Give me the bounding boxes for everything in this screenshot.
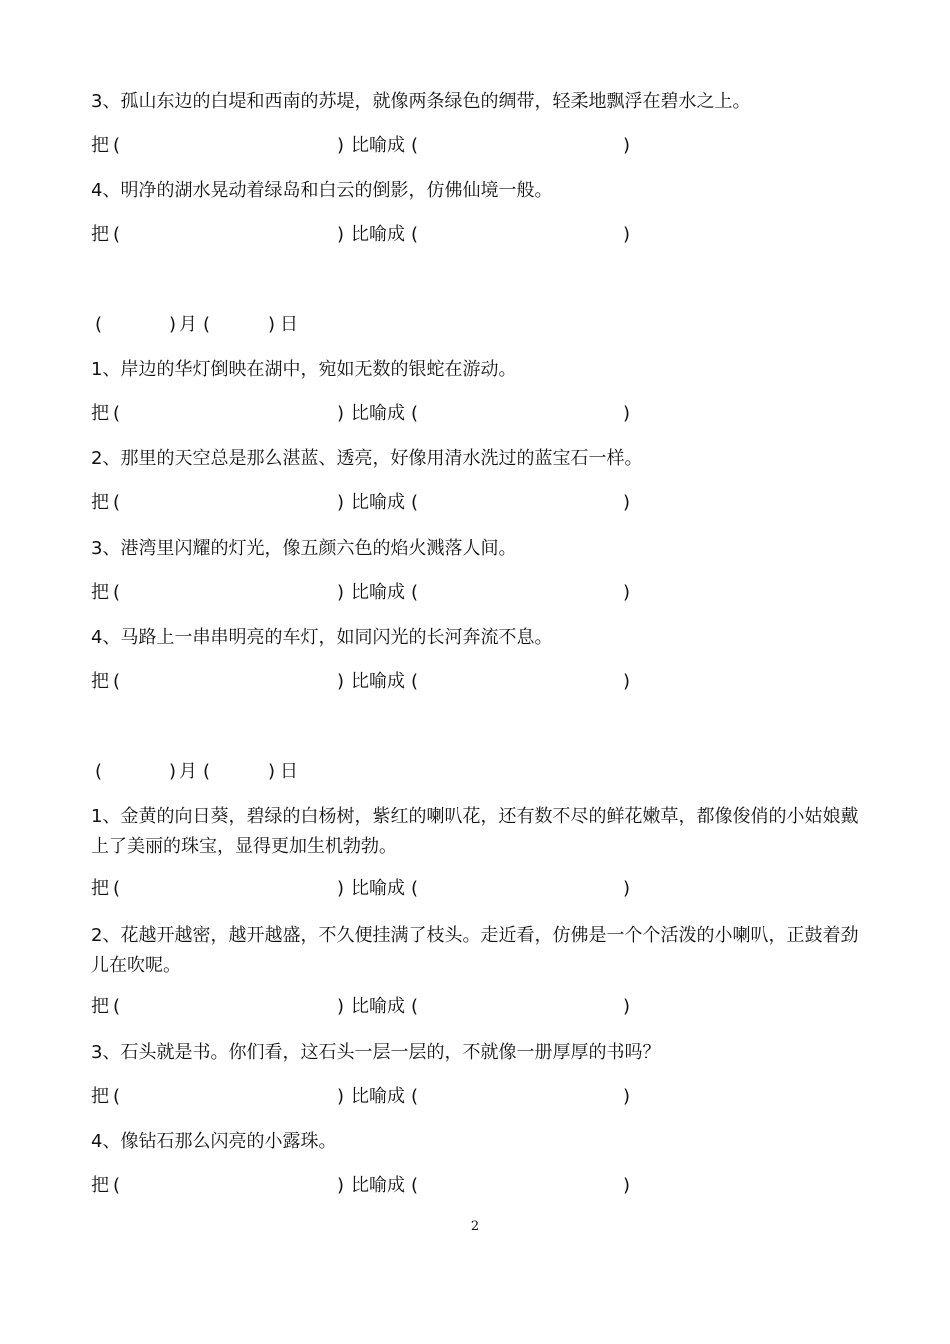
right-paren: ) — [623, 996, 631, 1017]
right-paren: ) — [337, 671, 345, 692]
ba-label: 把 — [91, 582, 109, 603]
left-paren: ( — [203, 314, 211, 335]
question-s2-2: 2、那里的天空总是那么湛蓝、透亮，好像用清水洗过的蓝宝石一样。 — [91, 448, 643, 469]
question-s3-3: 3、石头就是书。你们看，这石头一层一层的，不就像一册厚厚的书吗？ — [91, 1042, 661, 1063]
compare-label: 比喻成 — [351, 492, 405, 513]
question-s2-3: 3、港湾里闪耀的灯光，像五颜六色的焰火溅落人间。 — [91, 538, 517, 559]
right-paren: ) — [337, 224, 345, 245]
question-s1-4: 4、明净的湖水晃动着绿岛和白云的倒影，仿佛仙境一般。 — [91, 180, 553, 201]
ba-label: 把 — [91, 1086, 109, 1107]
left-paren: ( — [95, 761, 103, 782]
compare-label: 比喻成 — [351, 224, 405, 245]
answer-row-s3-4 — [91, 1171, 651, 1201]
compare-label: 比喻成 — [351, 671, 405, 692]
answer-row-s1-3 — [91, 131, 651, 161]
question-s2-4: 4、马路上一串串明亮的车灯，如同闪光的长河奔流不息。 — [91, 627, 553, 648]
ba-label: 把 — [91, 403, 109, 424]
compare-label: 比喻成 — [351, 1175, 405, 1196]
right-paren: ) — [337, 135, 345, 156]
right-paren: ) — [169, 761, 177, 782]
right-paren: ) — [337, 1175, 345, 1196]
month-label: 月 — [179, 761, 197, 782]
right-paren: ) — [268, 314, 276, 335]
answer-row-s2-1 — [91, 399, 651, 429]
answer-row-s2-4 — [91, 667, 651, 697]
right-paren: ) — [623, 671, 631, 692]
left-paren: ( — [113, 1175, 121, 1196]
right-paren: ) — [337, 1086, 345, 1107]
question-s3-1: 1、金黄的向日葵，碧绿的白杨树，紫红的喇叭花，还有数不尽的鲜花嫩草，都像俊俏的小姑娘戴上了美丽的珠宝，显得更加生机勃勃。 — [91, 806, 859, 857]
right-paren: ) — [623, 403, 631, 424]
left-paren: ( — [411, 671, 419, 692]
ba-label: 把 — [91, 671, 109, 692]
answer-row-s2-2 — [91, 488, 651, 518]
question-s2-1: 1、岸边的华灯倒映在湖中，宛如无数的银蛇在游动。 — [91, 359, 517, 380]
compare-label: 比喻成 — [351, 582, 405, 603]
left-paren: ( — [411, 582, 419, 603]
right-paren: ) — [337, 996, 345, 1017]
left-paren: ( — [113, 878, 121, 899]
left-paren: ( — [113, 403, 121, 424]
answer-row-s1-4 — [91, 220, 651, 250]
question-s3-4: 4、像钻石那么闪亮的小露珠。 — [91, 1131, 337, 1152]
right-paren: ) — [337, 582, 345, 603]
right-paren: ) — [337, 492, 345, 513]
left-paren: ( — [411, 224, 419, 245]
left-paren: ( — [113, 1086, 121, 1107]
left-paren: ( — [411, 492, 419, 513]
right-paren: ) — [337, 403, 345, 424]
right-paren: ) — [623, 878, 631, 899]
right-paren: ) — [623, 1175, 631, 1196]
answer-row-s3-1 — [91, 874, 651, 904]
left-paren: ( — [411, 1086, 419, 1107]
compare-label: 比喻成 — [351, 1086, 405, 1107]
left-paren: ( — [411, 1175, 419, 1196]
right-paren: ) — [623, 224, 631, 245]
right-paren: ) — [268, 761, 276, 782]
right-paren: ) — [169, 314, 177, 335]
left-paren: ( — [113, 671, 121, 692]
left-paren: ( — [411, 135, 419, 156]
date-line-3 — [95, 757, 315, 787]
day-label: 日 — [280, 761, 298, 782]
right-paren: ) — [623, 492, 631, 513]
answer-row-s3-2 — [91, 992, 651, 1022]
question-s1-3: 3、孤山东边的白堤和西南的苏堤，就像两条绿色的绸带，轻柔地飘浮在碧水之上。 — [91, 91, 751, 112]
month-label: 月 — [179, 314, 197, 335]
left-paren: ( — [113, 224, 121, 245]
ba-label: 把 — [91, 135, 109, 156]
ba-label: 把 — [91, 1175, 109, 1196]
compare-label: 比喻成 — [351, 878, 405, 899]
right-paren: ) — [337, 878, 345, 899]
ba-label: 把 — [91, 878, 109, 899]
answer-row-s3-3 — [91, 1082, 651, 1112]
left-paren: ( — [411, 996, 419, 1017]
right-paren: ) — [623, 135, 631, 156]
ba-label: 把 — [91, 996, 109, 1017]
compare-label: 比喻成 — [351, 135, 405, 156]
left-paren: ( — [113, 582, 121, 603]
left-paren: ( — [411, 878, 419, 899]
left-paren: ( — [113, 996, 121, 1017]
page-number: 2 — [470, 1219, 480, 1234]
ba-label: 把 — [91, 224, 109, 245]
left-paren: ( — [203, 761, 211, 782]
day-label: 日 — [280, 314, 298, 335]
right-paren: ) — [623, 1086, 631, 1107]
left-paren: ( — [113, 492, 121, 513]
left-paren: ( — [411, 403, 419, 424]
compare-label: 比喻成 — [351, 403, 405, 424]
question-s3-2: 2、花越开越密，越开越盛，不久便挂满了枝头。走近看，仿佛是一个个活泼的小喇叭，正鼓着劲儿在吹呢。 — [91, 925, 859, 976]
left-paren: ( — [95, 314, 103, 335]
right-paren: ) — [623, 582, 631, 603]
date-line-2 — [95, 310, 315, 340]
compare-label: 比喻成 — [351, 996, 405, 1017]
ba-label: 把 — [91, 492, 109, 513]
left-paren: ( — [113, 135, 121, 156]
answer-row-s2-3 — [91, 578, 651, 608]
